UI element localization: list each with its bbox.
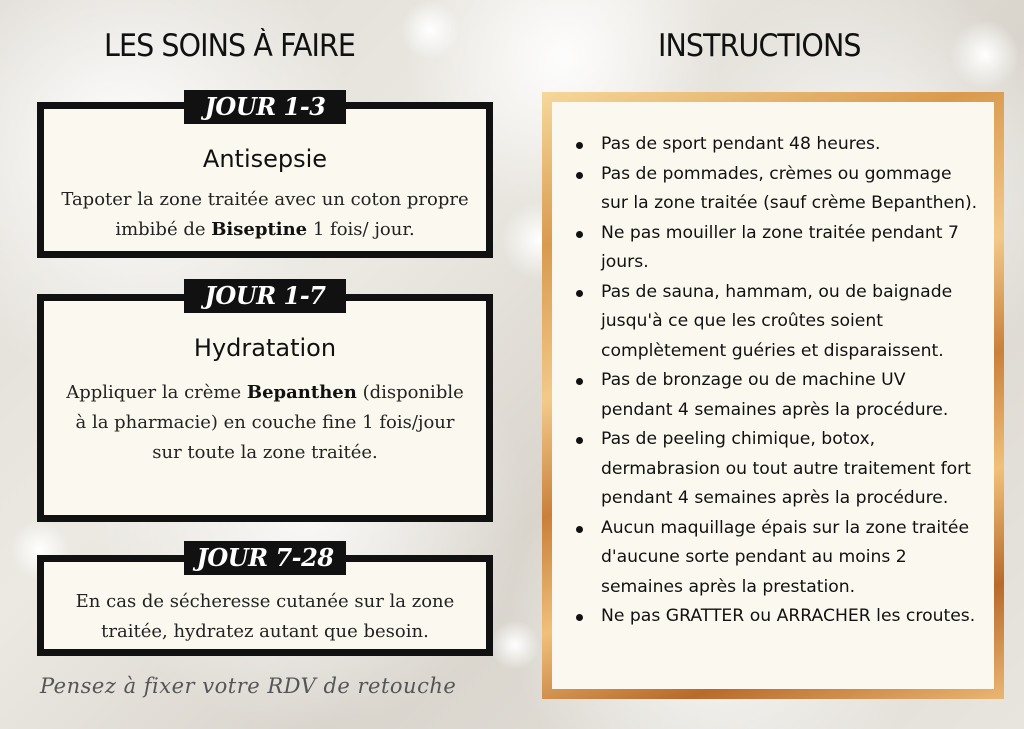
card-heading: Hydratation (193, 334, 337, 362)
instruction-item: Aucun maquillage épais sur la zone traitée d'aucune sorte pendant au moins 2 semaines après la prestation. (574, 514, 978, 603)
card-body-line: à la pharmacie) en couche fine 1 fois/jour (75, 412, 455, 433)
card-body-line: traitée, hydratez autant que besoin. (101, 621, 429, 642)
instruction-item: Ne pas mouiller la zone traitée pendant 7 jours. (574, 219, 978, 278)
product-name: Bepanthen (246, 382, 357, 403)
instruction-item: Pas de sport pendant 48 heures. (574, 130, 978, 160)
instructions-title: INSTRUCTIONS (658, 28, 861, 64)
card-body-line: Tapoter la zone traitée avec un coton propre (61, 189, 469, 210)
card-heading: Antisepsie (202, 145, 328, 173)
background-sparkle (490, 620, 540, 670)
instructions-panel (552, 102, 994, 689)
care-card-hydratation (37, 294, 493, 522)
day-range-tag: JOUR 7-28 (184, 541, 346, 575)
background-sparkle (950, 20, 1020, 90)
card-body (54, 185, 476, 245)
card-body-line: imbibé de Biseptine 1 fois/ jour. (115, 219, 415, 240)
care-card-antisepsie (37, 102, 493, 258)
instruction-item: Ne pas GRATTER ou ARRACHER les croutes. (574, 602, 978, 632)
instruction-item: Pas de sauna, hammam, ou de baignade jusqu'à ce que les croûtes soient complètement guéries et disparaissent. (574, 278, 978, 367)
instruction-item: Pas de bronzage ou de machine UV pendant 4 semaines après la procédure. (574, 366, 978, 425)
day-range-tag: JOUR 1-3 (184, 90, 346, 124)
product-name: Biseptine (211, 219, 308, 240)
card-body-line: En cas de sécheresse cutanée sur la zone (75, 591, 455, 612)
background-sparkle (400, 0, 460, 60)
card-body-line: sur toute la zone traitée. (152, 442, 378, 463)
instructions-list (574, 130, 978, 632)
day-range-tag: JOUR 1-7 (184, 279, 346, 313)
card-body (54, 378, 476, 468)
instructions-gold-frame (542, 92, 1004, 699)
retouche-reminder: Pensez à fixer votre RDV de retouche (40, 674, 457, 698)
instruction-item: Pas de peeling chimique, botox, dermabrasion ou tout autre traitement fort pendant 4 semaines après la procédure. (574, 425, 978, 514)
card-body-line: Appliquer la crème Bepanthen (disponible (66, 382, 464, 403)
care-steps-title: LES SOINS À FAIRE (104, 28, 356, 64)
instruction-item: Pas de pommades, crèmes ou gommage sur la zone traitée (sauf crème Bepanthen). (574, 160, 978, 219)
card-body (54, 587, 476, 647)
